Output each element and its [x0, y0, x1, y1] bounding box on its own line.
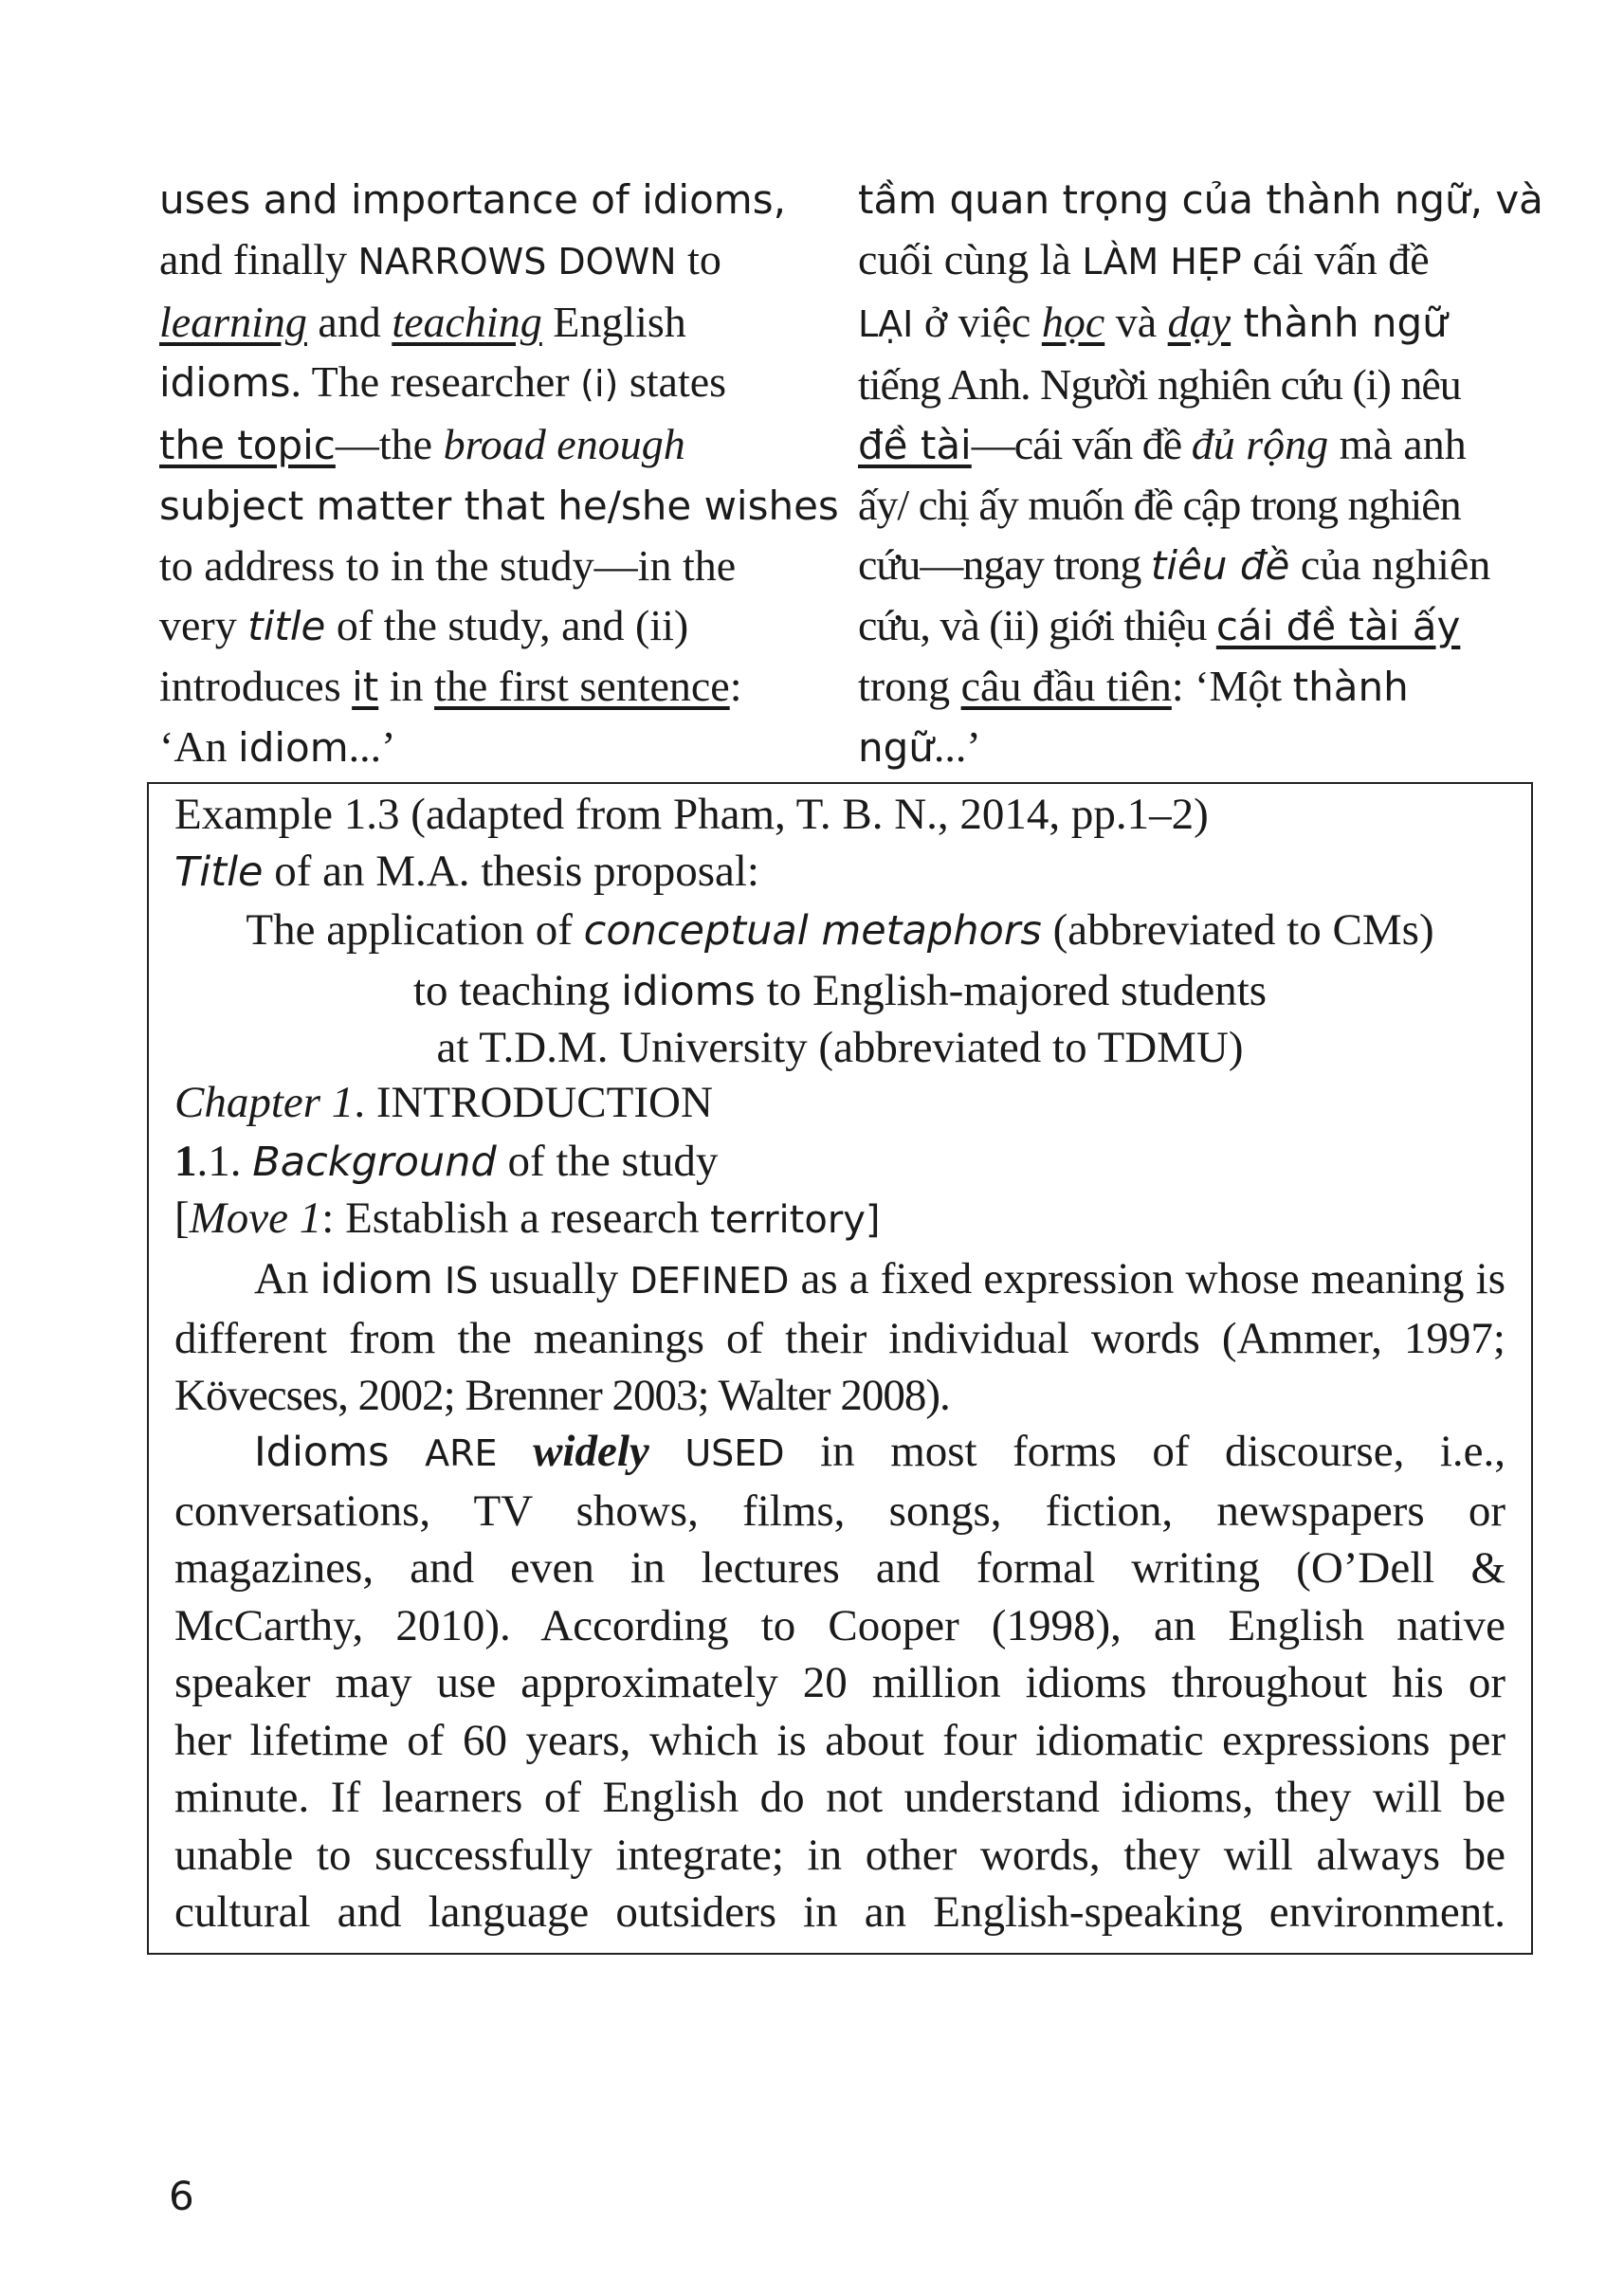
small-caps-text: NARROWS DOWN [357, 241, 677, 282]
text-line [159, 169, 823, 229]
text-line [159, 414, 823, 475]
text-span: states [618, 357, 727, 406]
text-line [858, 656, 1541, 717]
text-span [498, 1427, 534, 1476]
text-span: idiom [238, 724, 349, 771]
text-span: . The researcher [290, 357, 581, 406]
text-span: và [1104, 298, 1168, 346]
text-span: ngữ [858, 724, 934, 771]
text-span: cuối cùng là [858, 235, 1083, 283]
text-span: to teaching [412, 966, 622, 1015]
text-span: ở việc [913, 298, 1042, 346]
underlined-italic-text: dạy [1167, 298, 1232, 346]
text-line [858, 229, 1541, 292]
italic-text: title [247, 603, 326, 649]
text-line [159, 292, 823, 352]
text-span: của nghiên [1289, 540, 1491, 589]
italic-text: tiêu đề [1150, 542, 1290, 589]
text-line: Kövecses, 2002; Brenner 2003; Walter 2008). [174, 1371, 950, 1420]
move-label [174, 1190, 1505, 1248]
text-line [858, 169, 1541, 229]
thesis-title-line [174, 1019, 1505, 1076]
text-line [858, 355, 1541, 414]
text-span: of an M.A. thesis proposal: [263, 847, 759, 896]
text-line [159, 229, 823, 292]
text-span: .1. [196, 1137, 253, 1186]
text-span: introduces [159, 662, 353, 710]
text-line: her lifetime of 60 years, which is about four idiomatic expressions per [174, 1715, 1505, 1765]
underlined-text: câu đầu tiên [960, 662, 1172, 710]
bold-italic-text: widely [533, 1427, 649, 1476]
text-span: and finally [159, 235, 358, 283]
thesis-title-line [174, 962, 1505, 1020]
text-span: uses and importance of idioms, [159, 176, 786, 223]
italic-text: Title [174, 848, 264, 896]
example-heading [174, 786, 1505, 843]
text-span: very [159, 601, 248, 649]
bold-text: 1 [174, 1137, 197, 1186]
underlined-text: the topic [159, 422, 336, 468]
thesis-title-line [174, 902, 1505, 959]
text-span: of the study, and (ii) [325, 601, 689, 649]
text-line: minute. If learners of English do not understand idioms, they will be [174, 1773, 1505, 1822]
paragraph [174, 1250, 1505, 1425]
small-caps-text: LẠI [858, 303, 914, 345]
text-span: An [254, 1254, 320, 1303]
text-span: idioms [621, 968, 756, 1015]
text-span: cứu, và (ii) giới thiệu [858, 601, 1216, 649]
text-line: speaker may use approximately 20 million idioms throughout his or [174, 1658, 1505, 1707]
paragraph [174, 1423, 1505, 1941]
text-line: unable to successfully integrate; in other words, they will always be [174, 1830, 1505, 1880]
text-span: : [729, 662, 742, 710]
text-span: (i) [580, 363, 619, 405]
text-span: subject matter that he/she wishes [159, 483, 839, 529]
text-span: at T.D.M. University (abbreviated to TDMU) [436, 1023, 1244, 1072]
text-span: idioms [159, 359, 291, 406]
text-line [858, 414, 1541, 475]
text-span: thành ngữ [1231, 300, 1448, 346]
page-number: 6 [169, 2173, 194, 2219]
italic-text: broad enough [443, 420, 685, 468]
text-span [390, 1427, 426, 1476]
text-span: tầm quan trọng của thành ngữ, và [858, 176, 1543, 223]
text-span: and [306, 298, 392, 346]
text-line [858, 595, 1541, 656]
text-span: to address to in the study—in the [159, 541, 737, 590]
text-span: as a fixed expression whose meaning is [789, 1254, 1505, 1303]
underlined-text: it [352, 664, 379, 710]
text-span: territory] [710, 1198, 881, 1242]
text-line [159, 595, 823, 656]
small-caps-text: ARE [425, 1432, 498, 1474]
italic-text: Background [252, 1139, 497, 1186]
text-span: in most forms of discourse, i.e., [784, 1427, 1506, 1476]
text-span: (abbreviated to CMs) [1041, 905, 1434, 955]
text-span: to English-majored students [755, 966, 1268, 1015]
section-heading [174, 1133, 1505, 1191]
vietnamese-column [858, 169, 1541, 777]
text-span: —cái vấn đề [971, 420, 1192, 468]
underlined-italic-text: learning [159, 298, 307, 346]
small-caps-text: DEFINED [630, 1260, 790, 1302]
text-line: magazines, and even in lectures and formal writing (O’Dell & [174, 1543, 1505, 1593]
text-span: trong [858, 662, 961, 710]
text-line [159, 656, 823, 717]
small-caps-text: LÀM HẸP [1082, 241, 1242, 282]
underlined-text: cái đề tài ấy [1215, 603, 1461, 649]
small-caps-text: USED [684, 1432, 785, 1474]
text-span: [ [174, 1194, 190, 1243]
text-line: cultural and language outsiders in an English-speaking environment. [174, 1887, 1505, 1937]
text-line [159, 475, 839, 536]
italic-text: Chapter 1 [174, 1078, 355, 1127]
text-span: The application of [246, 905, 584, 955]
text-span: —the [335, 420, 444, 468]
text-span: thành [1292, 664, 1409, 710]
text-span: to [676, 235, 721, 283]
text-span: Idioms [254, 1429, 390, 1476]
underlined-italic-text: học [1041, 298, 1105, 346]
text-line [159, 352, 823, 414]
text-line [858, 475, 1541, 535]
text-span: Example 1.3 (adapted from Pham, T. B. N., 2014, pp.1–2) [174, 790, 1209, 839]
italic-text: Move 1 [189, 1194, 322, 1243]
text-line [858, 292, 1541, 355]
text-line [159, 717, 823, 777]
text-line [174, 1250, 1505, 1310]
text-span [433, 1254, 445, 1303]
text-span: ‘An [159, 722, 239, 771]
text-line [159, 536, 823, 595]
small-caps-text: IS [445, 1260, 479, 1302]
text-line [174, 1423, 1505, 1483]
text-span: in [378, 662, 435, 710]
text-span: ấy/ chị ấy muốn đề cập trong nghiên [858, 481, 1461, 529]
italic-text: đủ rộng [1191, 420, 1329, 468]
text-span: : ‘Một [1171, 662, 1293, 710]
example-box [147, 782, 1533, 1955]
text-span: : Establish a research [321, 1194, 711, 1243]
text-span: usually [478, 1254, 630, 1303]
italic-text: conceptual metaphors [583, 907, 1042, 955]
underlined-text: đề tài [858, 422, 972, 468]
underlined-text: the first sentence [434, 662, 730, 710]
underlined-italic-text: teaching [392, 298, 542, 346]
text-span [649, 1427, 685, 1476]
text-span: cứu—ngay trong [858, 540, 1151, 589]
text-span: of the study [496, 1137, 719, 1186]
text-line: different from the meanings of their individual words (Ammer, 1997; [174, 1313, 1505, 1363]
text-span: ...’ [348, 722, 396, 771]
text-span: idiom [319, 1256, 433, 1303]
text-line [858, 717, 1541, 777]
text-span: English [541, 298, 686, 346]
text-span: ...’ [933, 722, 981, 771]
thesis-title-label [174, 843, 1505, 901]
text-line: conversations, TV shows, films, songs, fiction, newspapers or [174, 1485, 1505, 1536]
text-line [858, 535, 1541, 595]
text-span: cái vấn đề [1241, 235, 1430, 283]
english-column [159, 169, 839, 777]
text-span: . INTRODUCTION [354, 1078, 713, 1127]
chapter-heading [174, 1074, 1505, 1131]
text-line: McCarthy, 2010). According to Cooper (1998), an English native [174, 1600, 1505, 1650]
text-span: mà anh [1328, 420, 1467, 468]
text-span: tiếng Anh. Người nghiên cứu (i) nêu [858, 360, 1461, 409]
